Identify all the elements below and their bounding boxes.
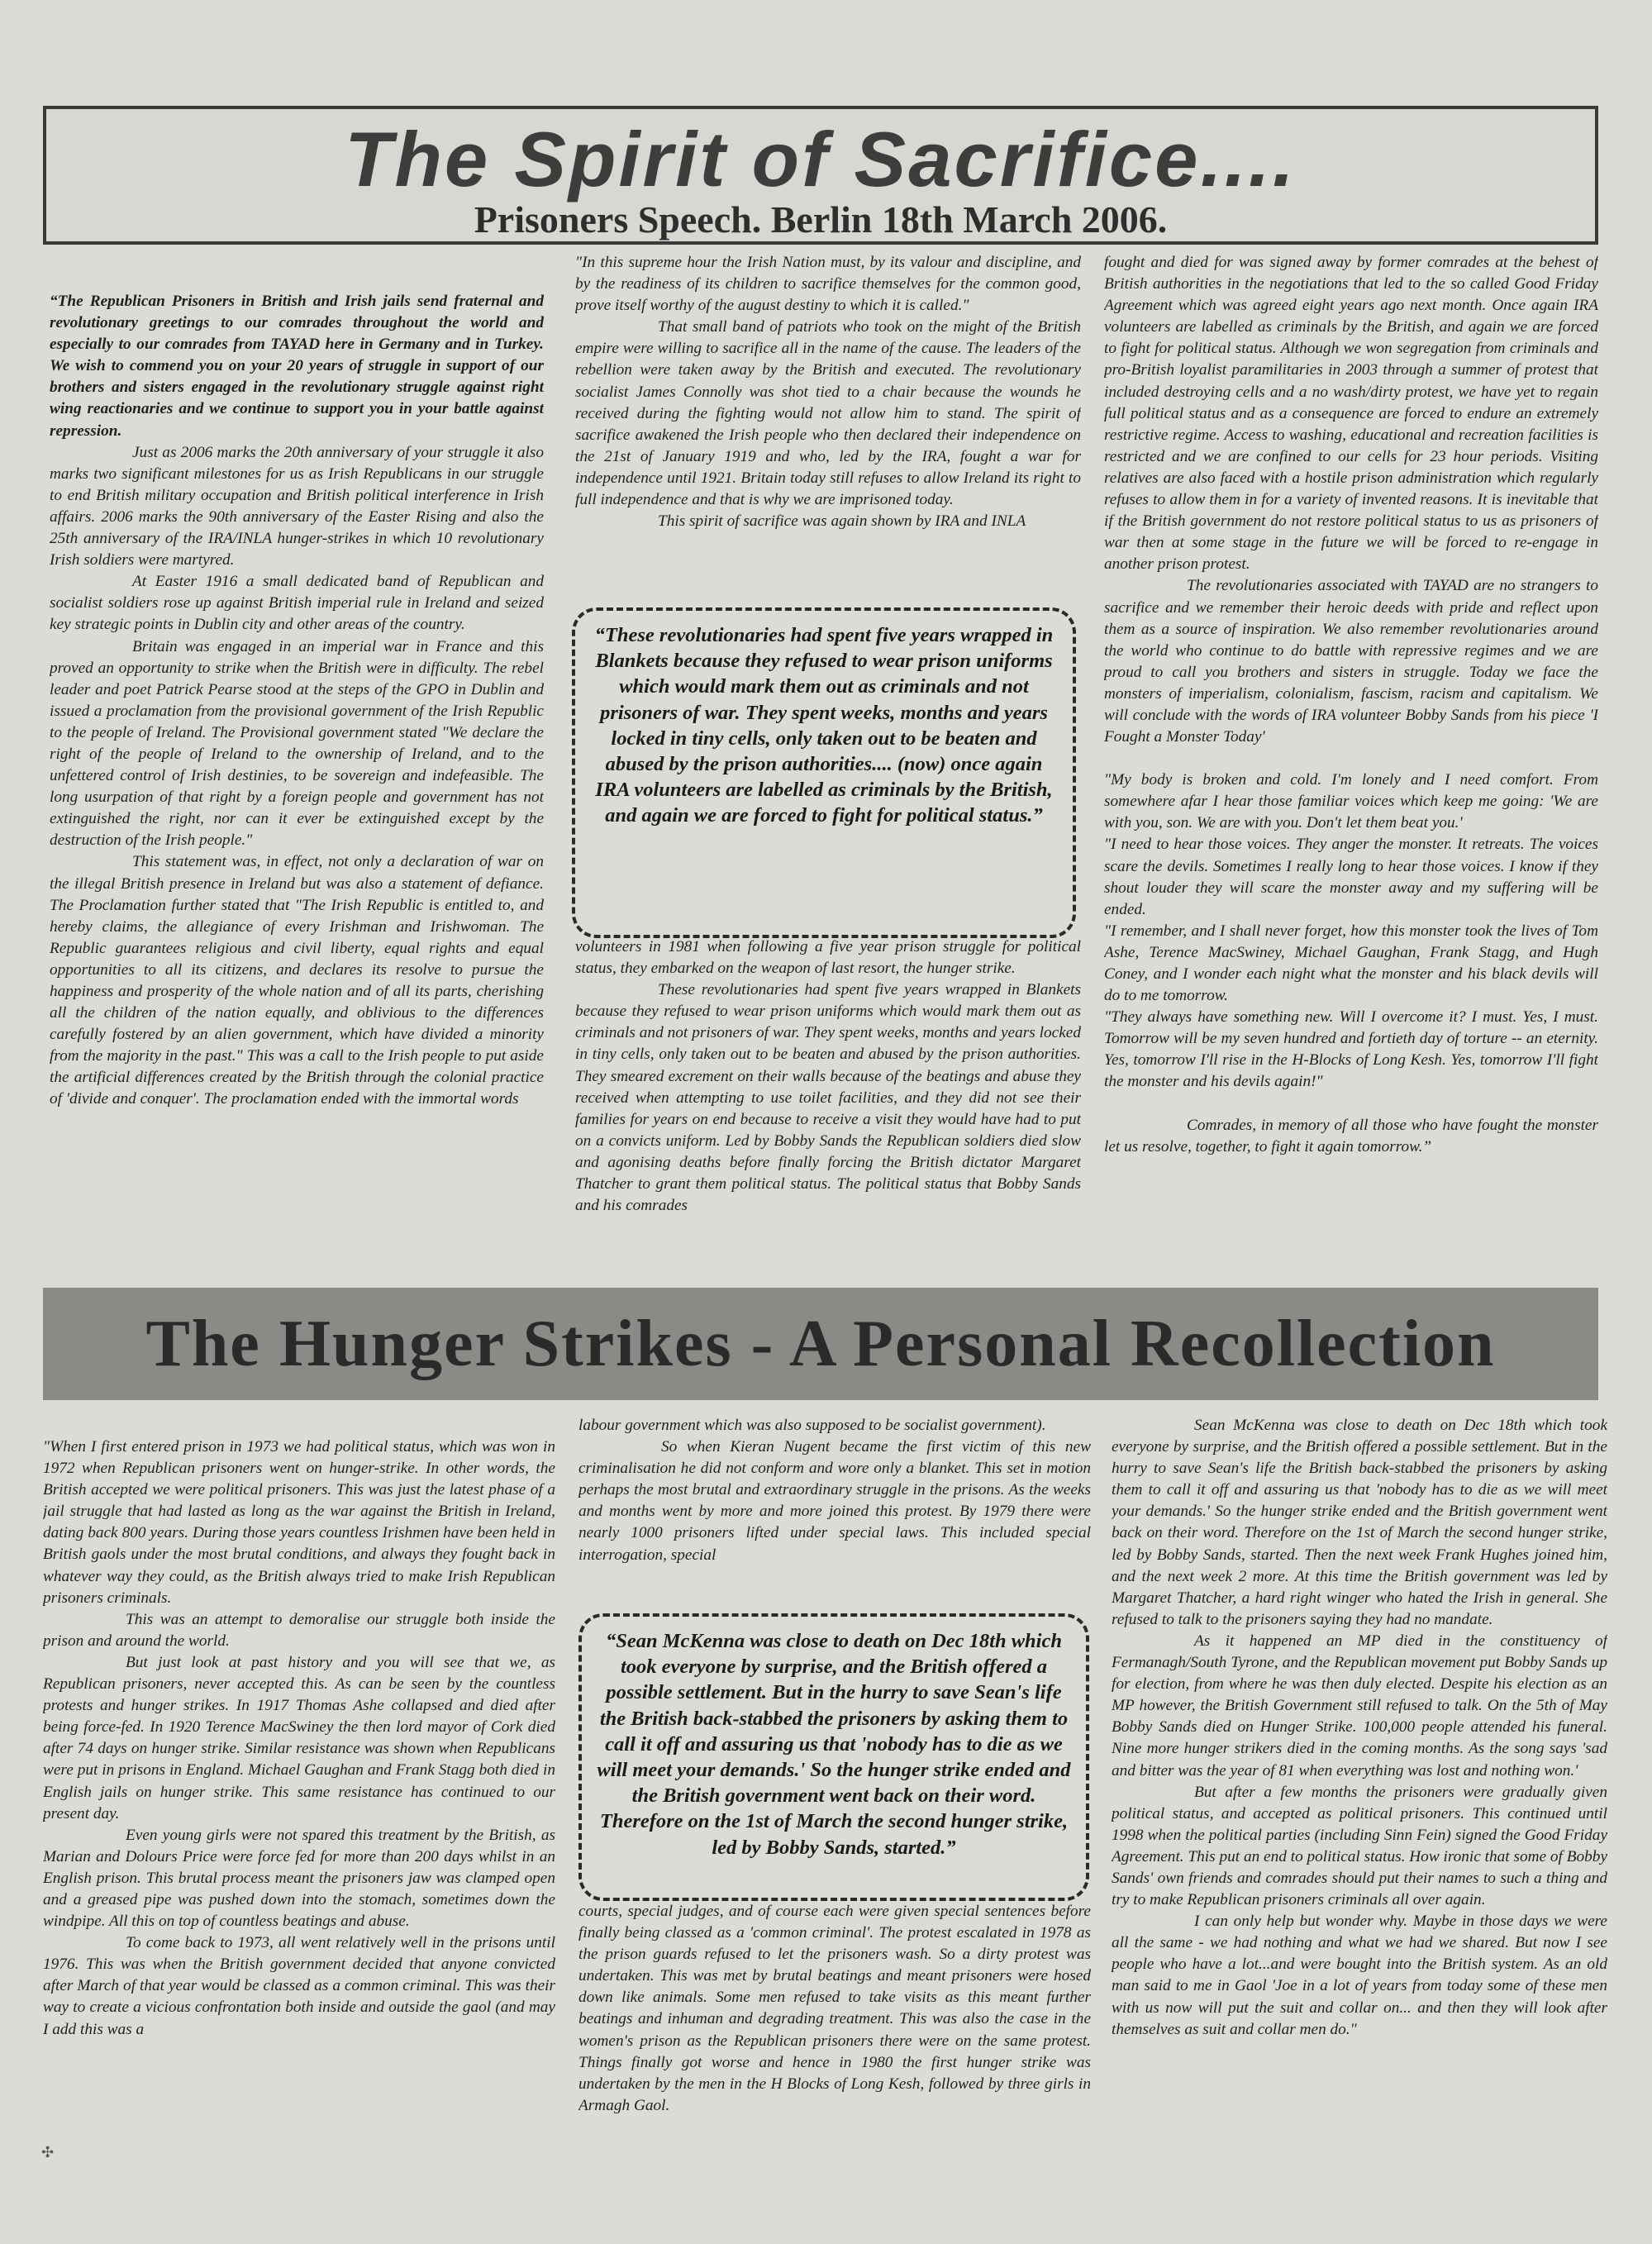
article2-title-band: [43, 1288, 1598, 1400]
article1-col1-para: This statement was, in effect, not only a declaration of war on the illegal British presence in Ireland but was also a statement of defiance. The Proclamation further stated that "The Irish Republic is entitled to, and hereby claims, the allegiance of every Irishman and Irishwoman. The Republic guarantees religious and civil liberty, equal rights and equal opportunities to all its citizens, and declares its resolve to pursue the happiness and prosperity of the whole nation and of all its parts, cherishing all the children of the nation equally, and oblivious to the differences carefully fostered by an alien government, which have divided a minority from the majority in the past." This was a call to the Irish people to put aside the artificial differences created by the British through the colonial practice of 'divide and conquer'. The proclamation ended with the immortal words: [50, 853, 544, 1108]
article1-col3-para: "I remember, and I shall never forget, how this monster took the lives of Tom Ashe, Terence MacSwiney, Michael Gaughan, Frank Stagg, and Hugh Coney, and I wonder each night what the monster and his black devils will do to me tomorrow.: [1104, 922, 1598, 1005]
article2-col3-para: As it happened an MP died in the constituency of Fermanagh/South Tyrone, and the Republican movement put Bobby Sands up for election, from where he was then duly elected. Despite his election as an MP however, the British Government still refused to talk. On the 5th of May Bobby Sands died on Hunger Strike. 100,000 people attended his funeral. Nine more hunger strikers died in the coming months. As the song says 'sad and bitter was the year of 81 when everything was lost and nothing won.': [1112, 1632, 1607, 1779]
article2-col1-para: "When I first entered prison in 1973 we had political status, which was won in 1972 when Republican prisoners went on hunger-strike. In other words, the British accepted we were political prisoners. This was just the latest phase of a jail struggle that had lasted as long as the war against the British in Ireland, dating back 800 years. During those years countless Irishmen have been held in British gaols under the most brutal conditions, and always they fought back in whatever way they could, as the British always tried to make Irish Republican prisoners criminals.: [43, 1438, 555, 1607]
article1-column-1: [50, 291, 544, 1283]
article1-column-2-top: [575, 252, 1081, 641]
article2-column-3: [1112, 1415, 1607, 2147]
article2-column-2-bottom: [578, 1901, 1091, 2149]
article2-col1-para: Even young girls were not spared this treatment by the British, as Marian and Dolours Price were force fed for more than 200 days whilst in an English prison. This brutal process meant the prisoners jaw was clamped open and a greased pipe was pushed down into the stomach, sometimes down the windpipe. All this on top of countless beatings and abuse.: [43, 1826, 555, 1931]
article1-subtitle: Prisoners Speech. Berlin 18th March 2006.: [474, 198, 1168, 241]
article1-col3-para: "I need to hear those voices. They anger the monster. It retreats. The voices scare the devils. Sometimes I really long to hear those voices. I know if they shout louder they will scare the monster away and my suffering will be ended.: [1104, 836, 1598, 918]
article2-title: The Hunger Strikes - A Personal Recollection: [145, 1308, 1496, 1380]
article2-col2-para: courts, special judges, and of course each were given special sentences before finally being classed as a 'common criminal'. The protest escalated in 1978 as the prison guards refused to let the prisoners wash. So a dirty protest was undertaken. This was met by brutal beatings and meant prisoners were hosed down like animals. Some men refused to take visits as this meant further beatings and inhuman and degrading treatment. This was also the case in the women's prison as the Republican prisoners there were on the same protest. Things finally got worse and hence in 1980 the first hunger strike was undertaken by the men in the H Blocks of Long Kesh, followed by three girls in Armagh Gaol.: [578, 1903, 1091, 2114]
article1-col2-para: These revolutionaries had spent five years wrapped in Blankets because they refused to wear prison uniforms which would mark them out as criminals and not prisoners of war. They spent weeks, months and years locked in tiny cells, only taken out to be beaten and abused by the prison authorities. They smeared excrement on their walls because of the beatings and abuse they received when attempting to use toilet facilities, and they did not see their families for years on end because to receive a visit they would have had to put on a convicts uniform. Led by Bobby Sands the Republican soldiers died slow and agonising deaths before finally forcing the British dictator Margaret Thatcher to grant them political status. The political status that Bobby Sands and his comrades: [575, 981, 1081, 1215]
article2-col2-para: labour government which was also supposed to be socialist government).: [578, 1417, 1046, 1434]
article2-col3-para: I can only help but wonder why. Maybe in those days we were all the same - we had nothing and what we had we shared. But now I see people who have a lot...and were bought into the British system. As an old man said to me in Gaol 'Joe in a lot of years from today some of these men with us now will put the suit and collar on... and then they will look after themselves as suit and collar men do.": [1112, 1913, 1607, 2038]
article2-column-2-top: [578, 1415, 1091, 1610]
article2-col1-para: This was an attempt to demoralise our struggle both inside the prison and around the world.: [43, 1610, 555, 1650]
article1-col3-para: "My body is broken and cold. I'm lonely and I need comfort. From somewhere afar I hear those familiar voices which keep me going: 'We are with you, son. We are with you. Don't let them beat you.': [1104, 771, 1598, 832]
article1-column-3: [1104, 252, 1598, 1282]
article2-col1-para: But just look at past history and you will see that we, as Republican prisoners, never accepted this. As can be seen by the countless protests and hunger strikes. In 1917 Thomas Ashe collapsed and died after being force-fed. In 1920 Terence MacSwiney the then lord mayor of Cork died after 74 days on hunger strike. Similar resistance was shown when Republicans were put in prisons in England. Michael Gaughan and Frank Stagg both died in English jails on hunger strike. This same resistance has continued to our present day.: [43, 1653, 555, 1822]
article1-col1-para: At Easter 1916 a small dedicated band of Republican and socialist soldiers rose up against British imperial rule in Ireland and seized key strategic points in Dublin city and other areas of the country.: [50, 573, 544, 634]
article2-col2-para: So when Kieran Nugent became the first victim of this new criminalisation he did not conform and wore only a blanket. This set in motion perhaps the most brutal and extraordinary struggle in the prisons. As the weeks and months went by more and more joined this protest. By 1979 there were nearly 1000 prisoners lifted under special laws. This included special interrogation, special: [578, 1438, 1091, 1564]
article1-title: The Spirit of Sacrifice....: [345, 116, 1297, 202]
article1-col2-para: That small band of patriots who took on the might of the British empire were willing to sacrifice all in the name of the cause. The leaders of the rebellion were taken away by the British and executed. The revolutionary socialist James Connolly was shot tied to a chair because the wounds he received during the fighting would not allow him to stand. The spirit of sacrifice awakened the Irish people who then declared their independence on the 21st of January 1919 and who, led by the IRA, fought a war for independence until 1921. Britain today still refuses to allow Ireland its right to full independence and that is why we are imprisoned today.: [575, 318, 1081, 509]
registration-mark-icon: ✣: [41, 2144, 55, 2161]
article1-col1-para: Just as 2006 marks the 20th anniversary of your struggle it also marks two significant milestones for us as Irish Republicans in our struggle to end British military occupation and British political interference in Irish affairs. 2006 marks the 90th anniversary of the Easter Rising and also the 25th anniversary of the IRA/INLA hunger-strikes in which 10 revolutionary Irish soldiers were martyred.: [50, 443, 544, 569]
article1-col2-para: This spirit of sacrifice was again shown by IRA and INLA: [658, 512, 1026, 531]
article1-col3-para: "They always have something new. Will I overcome it? I must. Yes, I must. Tomorrow will be my seven hundred and fortieth day of torture -- an eternity. Yes, tomorrow I'll rise in the H-Blocks of Long Kesh. Yes, tomorrow I'll fight the monster and his devils again!": [1104, 1008, 1598, 1091]
article1-col3-para: The revolutionaries associated with TAYAD are no strangers to sacrifice and we remember their heroic deeds with pride and reflect upon them as a source of inspiration. We also remember revolutionaries around the world who continue to do battle with repressive regimes and we are proud to call you brothers and sisters in struggle. Today we face the monsters of imperialism, colonialism, fascism, racism and capitalism. We will conclude with the words of IRA volunteer Bobby Sands from his piece 'I Fought a Monster Today': [1104, 577, 1598, 746]
article1-col2-para: "In this supreme hour the Irish Nation must, by its valour and discipline, and by the readiness of its children to sacrifice themselves for the common good, prove itself worthy of the august destiny to which it is called.": [575, 254, 1081, 315]
article1-col1-para: Britain was engaged in an imperial war in France and this proved an opportunity to strike when the British were in difficulty. The rebel leader and poet Patrick Pearse stood at the steps of the GPO in Dublin and issued a proclamation from the provisional government of the Irish Republic to the people of Ireland. The Provisional government stated "We declare the right of the people of Ireland to the ownership of Ireland, and to the unfettered control of Irish destinies, to be sovereign and indefeasible. The long usurpation of that right by a foreign people and government has not extinguished the right, nor can it ever be extinguished except by the destruction of the Irish people.": [50, 637, 544, 850]
article2-col1-para: To come back to 1973, all went relatively well in the prisons until 1976. This was when the British government decided that anyone convicted after March of that year would be classed as a common criminal. This was their way to create a vicious confrontation both inside and outside the gaol (and may I add this was a: [43, 1934, 555, 2038]
article2-col3-para: Sean McKenna was close to death on Dec 18th which took everyone by surprise, and the British offered a possible settlement. But in the hurry to save Sean's life the British back-stabbed the prisoners by asking them to call it off and assuring us that 'nobody has to die as we will meet your demands.' So the hunger strike ended and the British government went back on their word. Therefore on the 1st of March the second hunger strike, led by Bobby Sands, started. Then the next week Frank Hughes joined him, and the next week 2 more. At this time the British government was led by Margaret Thatcher, a hard right winger who hated the Irish in general. She refused to talk to the prisoners saying they had no mandate.: [1112, 1417, 1607, 1628]
article1-col3-para: fought and died for was signed away by former comrades at the behest of British authorities in the negotiations that led to the so called Good Friday Agreement which was agreed eight years ago next month. Once again IRA volunteers are labelled as criminals by the British, and again we are forced to fight for political status. Although we won segregation from criminals and pro-British loyalist paramilitaries in 2003 through a summer of protest that included destroying cells and a no wash/dirty protest, we have yet to regain full political status and as a consequence are forced to endure an extremely restrictive regime. Access to washing, educational and recreation facilities is restricted and we are confined to our cells for 23 hour periods. Visiting relatives are also faced with a hostile prison administration which regularly refuses to allow them in for a variety of invented reasons. It is inevitable that if the British government do not restore political status to us as prisoners of war then at some stage in the future we will be forced to re-engage in another prison protest.: [1104, 254, 1598, 574]
article1-col2-para: volunteers in 1981 when following a five year prison struggle for political status, they embarked on the weapon of last resort, the hunger strike.: [575, 938, 1081, 978]
article2-col3-para: But after a few months the prisoners were gradually given political status, and accepted as political prisoners. This continued until 1998 when the political parties (including Sinn Fein) signed the Good Friday Agreement. This put an end to political status. How ironic that some of Bobby Sands' own friends and comrades should put their names to such a thing and try to make Republican prisoners criminals all over again.: [1112, 1783, 1607, 1909]
article1-title-box: [43, 106, 1598, 245]
article2-column-1: [43, 1436, 555, 2147]
article1-pull-quote: “These revolutionaries had spent five years wrapped in Blankets because they refused to wear prison uniforms which would mark them out as criminals and not prisoners of war. They spent weeks, months and years locked in tiny cells, only taken out to be beaten and abused by the prison authorities.... (now) once again IRA volunteers are labelled as criminals by the British, and again we are forced to fight for political status.”: [572, 607, 1076, 938]
article1-col1-para: “The Republican Prisoners in British and Irish jails send fraternal and revolutionary greetings to our comrades throughout the world and especially to our comrades from TAYAD here in Germany and in Turkey. We wish to commend you on your 20 years of struggle in support of our brothers and sisters engaged in the revolutionary struggle against right wing reactionaries and we continue to support you in your battle against repression.: [50, 293, 544, 440]
article1-column-2-bottom: [575, 936, 1081, 1282]
article2-pull-quote: “Sean McKenna was close to death on Dec 18th which took everyone by surprise, and the British offered a possible settlement. But in the hurry to save Sean's life the British back-stabbed the prisoners by asking them to call it off and assuring us that 'nobody has to die as we will meet your demands.' So the hunger strike ended and the British government went back on their word. Therefore on the 1st of March the second hunger strike, led by Bobby Sands, started.”: [578, 1613, 1089, 1901]
article1-col3-para: Comrades, in memory of all those who have fought the monster let us resolve, together, to fight it again tomorrow.”: [1104, 1116, 1598, 1155]
